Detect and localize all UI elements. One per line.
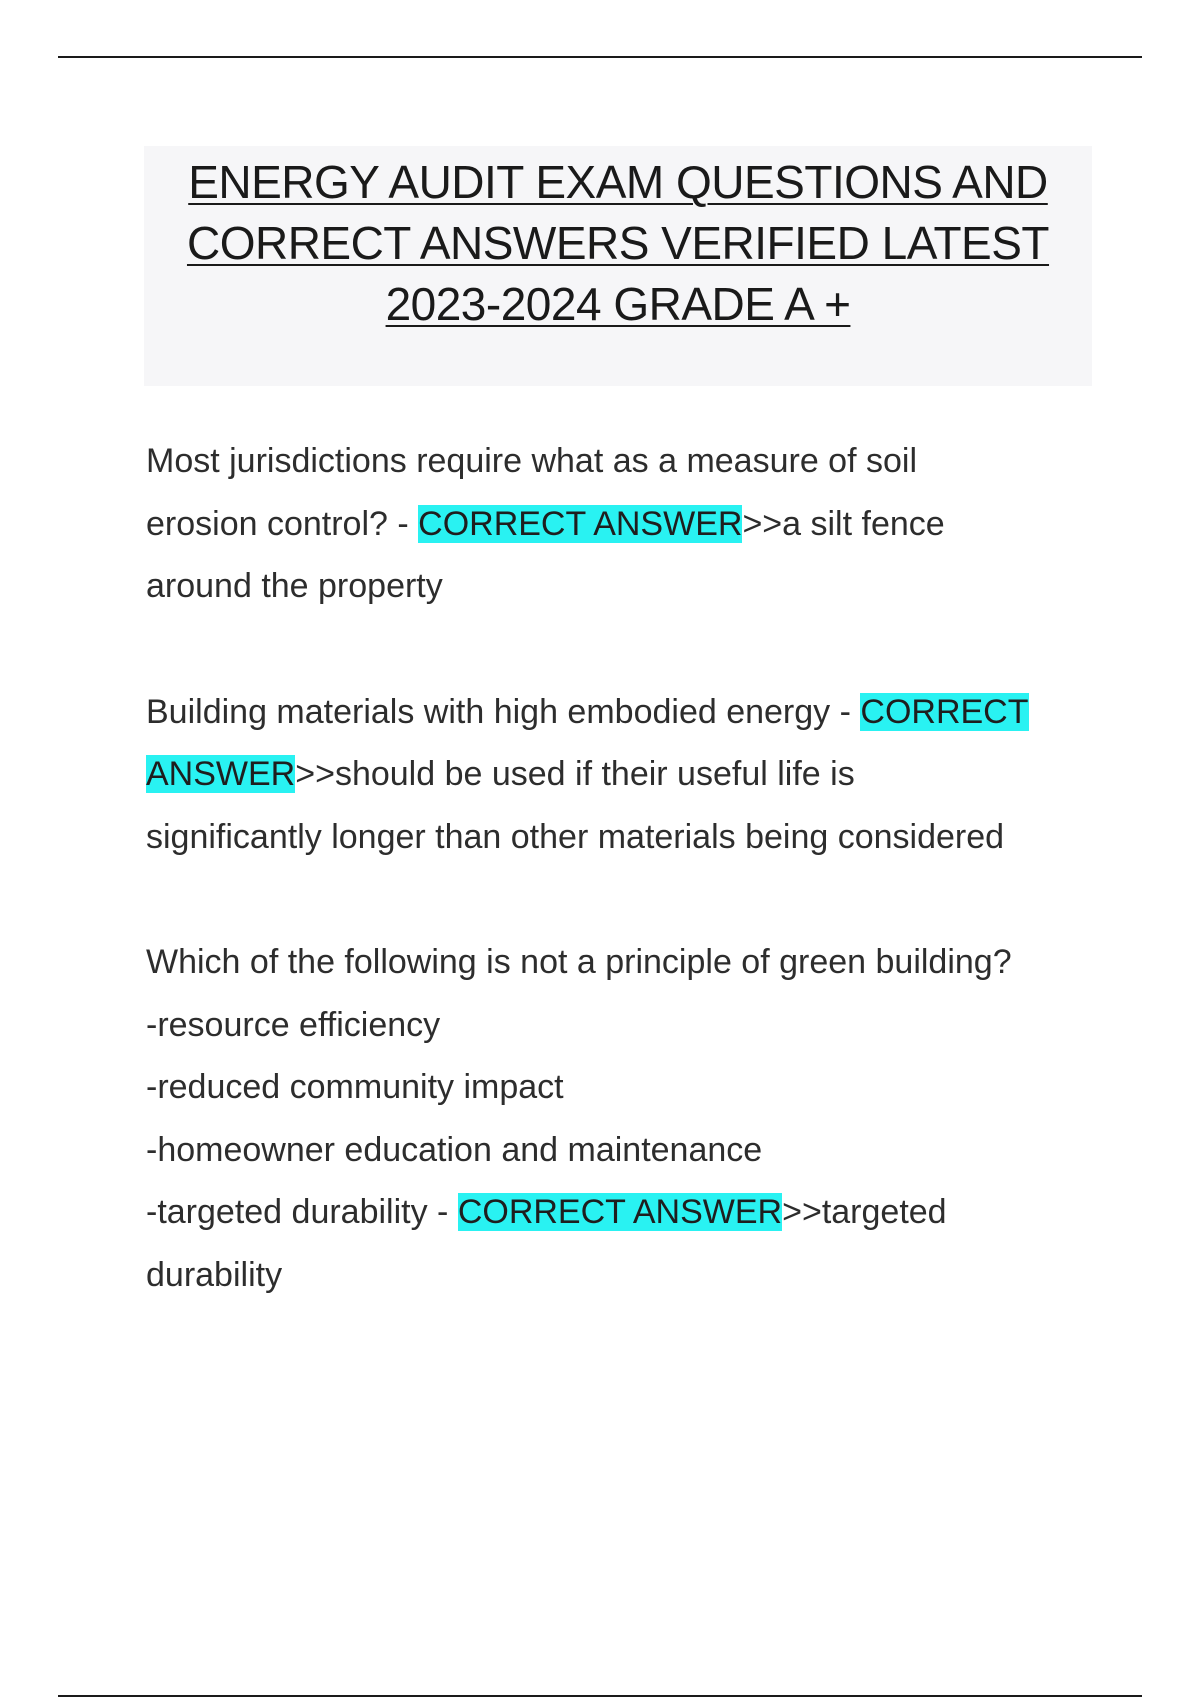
- correct-answer-marker: CORRECT ANSWER: [457, 1193, 783, 1231]
- question-text: Most jurisdictions require what as a measure of soil: [146, 442, 917, 480]
- answer-text: >>targeted: [782, 1193, 947, 1231]
- qa-content: [146, 430, 1096, 1369]
- answer-text: >>should be used if their useful life is: [295, 755, 855, 793]
- question-text: Which of the following is not a principle of green building?: [146, 943, 1012, 981]
- correct-answer-marker: CORRECT: [860, 692, 1029, 731]
- correct-answer-marker: CORRECT ANSWER: [418, 504, 743, 543]
- answer-text: significantly longer than other materials being considered: [146, 817, 1005, 856]
- answer-text: >>a silt fence: [742, 504, 945, 543]
- correct-answer-marker: ANSWER: [146, 755, 296, 793]
- title-block: [144, 146, 1092, 386]
- option-item: -reduced community impact: [146, 1068, 564, 1106]
- qa-item-2: [146, 681, 1096, 869]
- title-line-2: CORRECT ANSWERS VERIFIED LATEST: [186, 217, 1050, 269]
- answer-text: around the property: [146, 567, 443, 605]
- qa-item-3: [146, 931, 1096, 1306]
- title-line-1: ENERGY AUDIT EXAM QUESTIONS AND: [188, 156, 1048, 208]
- bottom-rule: [58, 1695, 1142, 1697]
- qa-item-1: [146, 430, 1096, 618]
- option-item: -targeted durability -: [146, 1193, 458, 1231]
- question-text: Building materials with high embodied energy -: [146, 692, 861, 731]
- question-text: erosion control? -: [146, 504, 419, 543]
- title-line-3: 2023-2024 GRADE A +: [385, 278, 851, 330]
- option-item: -homeowner education and maintenance: [146, 1130, 763, 1169]
- answer-text: durability: [146, 1255, 283, 1294]
- option-item: -resource efficiency: [146, 1005, 441, 1044]
- top-rule: [58, 56, 1142, 58]
